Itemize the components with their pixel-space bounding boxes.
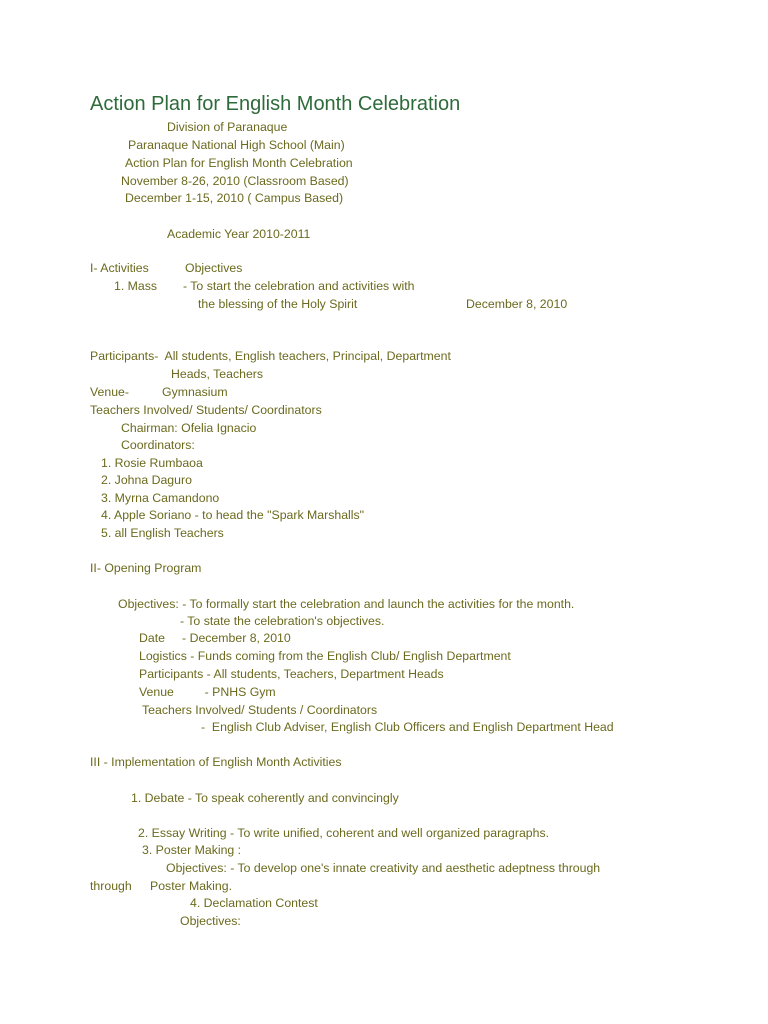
section3-declamation-objectives: Objectives: xyxy=(180,914,241,928)
section1-teachers-involved: Teachers Involved/ Students/ Coordinators xyxy=(90,403,322,417)
section3-poster-objectives: Objectives: - To develop one's innate creativity and aesthetic adeptness through xyxy=(166,861,601,875)
section3-essay: 2. Essay Writing - To write unified, coherent and well organized paragraphs. xyxy=(138,826,550,840)
coordinator-item: 5. all English Teachers xyxy=(101,526,224,540)
section3-heading: III - Implementation of English Month Activities xyxy=(90,755,342,769)
header-dates-campus: December 1-15, 2010 ( Campus Based) xyxy=(125,191,344,205)
header-dates-classroom: November 8-26, 2010 (Classroom Based) xyxy=(121,174,349,188)
section3-poster-through: through xyxy=(90,879,132,893)
header-division: Division of Paranaque xyxy=(167,120,288,134)
coordinator-item: 4. Apple Soriano - to head the "Spark Marshalls" xyxy=(101,508,365,522)
section1-objectives-label: Objectives xyxy=(185,261,243,275)
section1-item1-objective-cont: the blessing of the Holy Spirit xyxy=(198,297,358,311)
section2-objectives-cont: - To state the celebration's objectives. xyxy=(180,614,385,628)
section1-item1-date: December 8, 2010 xyxy=(466,297,568,311)
section1-chairman: Chairman: Ofelia Ignacio xyxy=(121,421,257,435)
section1-participants: Participants- All students, English teachers, Principal, Department xyxy=(90,349,451,363)
header-plan: Action Plan for English Month Celebration xyxy=(125,156,353,170)
section2-teachers-involved: Teachers Involved/ Students / Coordinators xyxy=(142,703,378,717)
section2-logistics: Logistics - Funds coming from the English Club/ English Department xyxy=(139,649,511,663)
section1-item1-objective: - To start the celebration and activities with xyxy=(183,279,415,293)
section1-participants-cont: Heads, Teachers xyxy=(171,367,264,381)
section1-venue-label: Venue- xyxy=(90,385,129,399)
section1-venue-value: Gymnasium xyxy=(162,385,228,399)
coordinator-item: 1. Rosie Rumbaoa xyxy=(101,456,203,470)
section3-declamation: 4. Declamation Contest xyxy=(190,896,318,910)
coordinator-item: 2. Johna Daguro xyxy=(101,473,192,487)
section2-date: Date - December 8, 2010 xyxy=(139,631,291,645)
section2-venue: Venue - PNHS Gym xyxy=(139,685,276,699)
section1-item1-label: 1. Mass xyxy=(114,279,158,293)
coordinator-item: 3. Myrna Camandono xyxy=(101,491,220,505)
section3-debate: 1. Debate - To speak coherently and convincingly xyxy=(131,791,399,805)
section1-heading: I- Activities xyxy=(90,261,149,275)
section2-heading: II- Opening Program xyxy=(90,561,202,575)
section2-objectives: Objectives: - To formally start the celebration and launch the activities for the month. xyxy=(118,597,575,611)
section2-participants: Participants - All students, Teachers, Department Heads xyxy=(139,667,444,681)
document-title: Action Plan for English Month Celebration xyxy=(90,93,461,115)
section3-poster-making: Poster Making. xyxy=(150,879,233,893)
section2-teachers-involved-value: - English Club Adviser, English Club Officers and English Department Head xyxy=(201,720,614,734)
section1-coordinators-label: Coordinators: xyxy=(121,438,195,452)
header-academic-year: Academic Year 2010-2011 xyxy=(167,227,311,241)
header-school: Paranaque National High School (Main) xyxy=(128,138,345,152)
section3-poster: 3. Poster Making : xyxy=(142,843,242,857)
